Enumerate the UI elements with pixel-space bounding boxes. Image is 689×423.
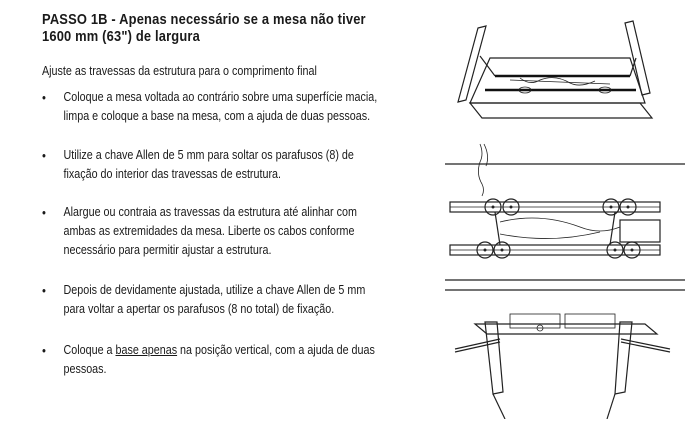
instruction-text: Alargue ou contraia as travessas da estrutura até alinhar com ambas as extremidades da mesa. Liberte os cabos conforme necessário para permitir ajustar a estrutura. [63, 205, 357, 257]
table-upright-illustration [445, 284, 685, 419]
instruction-item-1 [42, 88, 382, 126]
instruction-item-5 [42, 341, 382, 379]
instruction-text: Depois de devidamente ajustada, utilize a chave Allen de 5 mm para voltar a apertar os parafusos (8 no total) de fixação. [63, 283, 366, 316]
instruction-text: Utilize a chave Allen de 5 mm para soltar os parafusos (8) de fixação do interior das travessas de estrutura. [63, 148, 354, 181]
instruction-item-2 [42, 146, 382, 184]
table-upside-down-illustration [440, 18, 680, 128]
instruction-item-4 [42, 281, 382, 319]
bullet-icon: • [42, 205, 46, 220]
instruction-text: Coloque a base apenas na posição vertical, com a ajuda de duas pessoas. [63, 343, 375, 376]
instruction-text: Coloque a mesa voltada ao contrário sobre uma superfície macia, limpa e coloque a base na mesa, com a ajuda de duas pessoas. [63, 90, 378, 123]
bullet-icon: • [42, 343, 46, 358]
frame-rails-illustration [440, 142, 685, 282]
bullet-icon: • [42, 148, 46, 163]
instruction-item-3 [42, 203, 382, 260]
bullet-icon: • [42, 90, 46, 105]
step-title: PASSO 1B - Apenas necessário se a mesa não tiver 1600 mm (63") de largura [42, 11, 366, 45]
step-subtitle: Ajuste as travessas da estrutura para o comprimento final [42, 64, 317, 78]
bullet-icon: • [42, 283, 46, 298]
